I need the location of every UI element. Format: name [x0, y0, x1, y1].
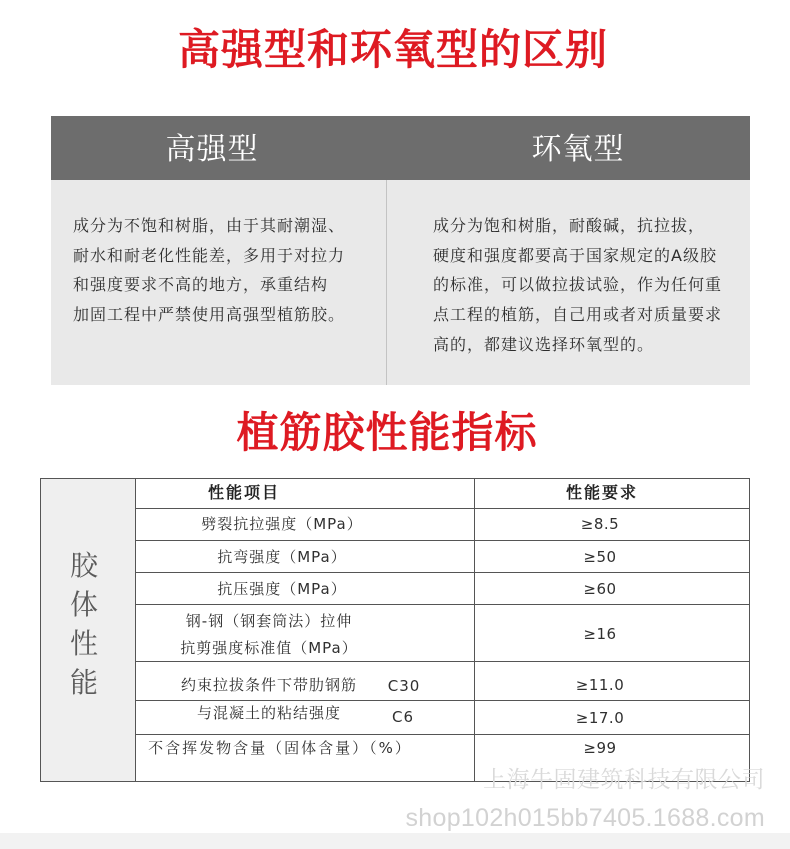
comparison-header-bar	[51, 116, 750, 180]
item-name-line: 抗剪强度标准值（MPa）	[180, 639, 358, 657]
requirement-cell	[475, 701, 749, 734]
group-label-char: 性	[69, 627, 98, 660]
item-name: 抗压强度（MPa）	[217, 580, 347, 598]
description-line: 点工程的植筋，自己用或者对质量要求	[433, 305, 723, 325]
item-cell	[136, 509, 475, 540]
item-name: 约束拉拔条件下带肋钢筋	[180, 676, 357, 694]
group-label-char: 能	[69, 666, 98, 699]
requirement-cell	[475, 662, 749, 700]
item-name: 与混凝土的粘结强度	[196, 704, 341, 722]
table-row	[136, 541, 749, 573]
table-row	[136, 662, 749, 701]
item-cell	[136, 541, 475, 572]
concrete-grade: C6	[391, 708, 415, 726]
requirement-value: ≥17.0	[575, 709, 625, 727]
column-header-requirement: 性能要求	[565, 483, 638, 502]
item-name-line: 钢-钢（钢套筒法）拉伸	[185, 612, 353, 630]
item-cell	[136, 662, 475, 700]
requirement-cell	[475, 541, 749, 572]
group-label-char: 胶	[69, 549, 98, 582]
column-divider	[386, 180, 387, 385]
description-line: 硬度和强度都要高于国家规定的A级胶	[433, 245, 717, 265]
group-label-cell	[41, 479, 136, 781]
requirement-cell	[475, 573, 749, 604]
group-label-char: 体	[69, 588, 98, 621]
comparison-panel	[51, 116, 750, 385]
requirement-value: ≥60	[583, 580, 617, 598]
item-cell	[136, 701, 475, 734]
description-line: 高的，都建议选择环氧型的。	[433, 334, 655, 354]
requirement-cell	[475, 509, 749, 540]
item-cell	[136, 573, 475, 604]
epoxy-heading: 环氧型	[531, 132, 625, 167]
spec-title: 植筋胶性能指标	[236, 408, 538, 457]
table-row	[136, 605, 749, 662]
item-name: 不含挥发物含量（固体含量）（%）	[148, 739, 412, 757]
concrete-grade: C30	[387, 677, 421, 695]
table-header-row	[136, 479, 749, 509]
requirement-value: ≥16	[583, 625, 617, 643]
description-line: 成分为不饱和树脂，由于其耐潮湿、	[73, 216, 346, 235]
item-cell	[136, 605, 475, 661]
description-line: 成分为饱和树脂，耐酸碱，抗拉拔，	[433, 216, 706, 235]
description-line: 耐水和耐老化性能差，多用于对拉力	[73, 245, 346, 265]
performance-spec-table	[40, 478, 750, 782]
table-row	[136, 509, 749, 541]
header-cell-requirement	[475, 479, 749, 508]
comparison-body	[51, 180, 750, 385]
epoxy-description	[433, 211, 722, 359]
high-strength-description	[73, 211, 345, 330]
requirement-cell	[475, 605, 749, 661]
requirement-value: ≥8.5	[580, 515, 620, 533]
item-name: 劈裂抗拉强度（MPa）	[201, 515, 363, 533]
description-line: 的标准，可以做拉拔试验，作为任何重	[433, 275, 723, 295]
description-line: 加固工程中严禁使用高强型植筋胶。	[73, 305, 346, 325]
item-name: 抗弯强度（MPa）	[217, 548, 347, 566]
table-row	[136, 701, 749, 735]
table-row	[136, 573, 749, 605]
requirement-value: ≥11.0	[575, 676, 625, 694]
requirement-value: ≥50	[583, 548, 617, 566]
comparison-title: 高强型和环氧型的区别	[177, 25, 608, 74]
description-line: 和强度要求不高的地方，承重结构	[73, 275, 329, 295]
watermark-company: 上海牛固建筑科技有限公司	[483, 767, 765, 793]
requirement-value: ≥99	[583, 739, 617, 757]
watermark-shop-url: shop102h015bb7405.1688.com	[405, 804, 765, 832]
bottom-strip	[0, 833, 790, 849]
column-header-item: 性能项目	[207, 483, 280, 502]
header-cell-item	[136, 479, 475, 508]
high-strength-heading: 高强型	[165, 132, 259, 167]
item-cell	[136, 735, 475, 781]
